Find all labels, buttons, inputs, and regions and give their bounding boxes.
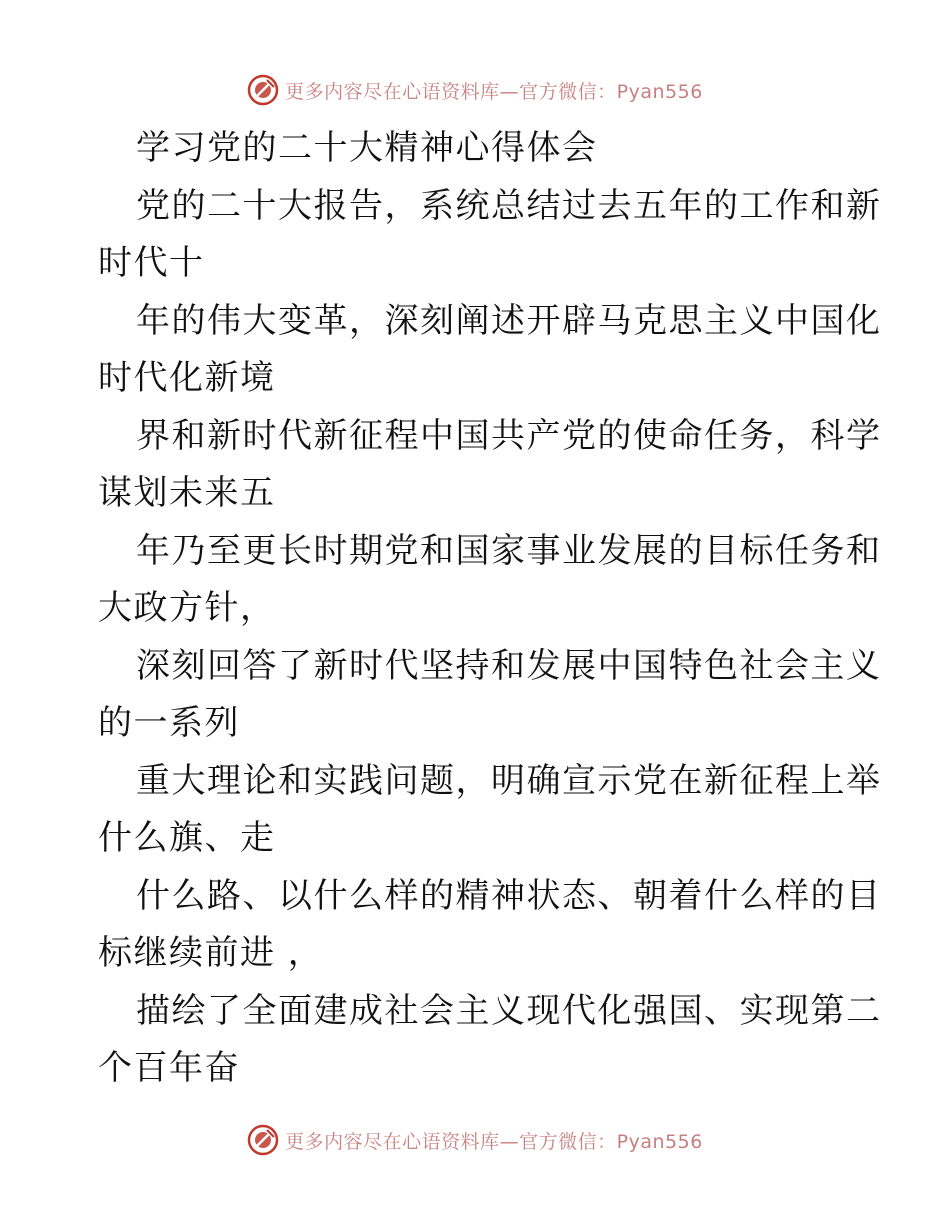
paragraph-line: 时代十 — [98, 243, 205, 283]
document-title: 学习党的二十大精神心得体会 — [136, 128, 598, 168]
paragraph-line: 什么路、以什么样的精神状态、朝着什么样的目 — [136, 875, 882, 916]
logo-icon — [247, 74, 279, 106]
paragraph-line: 党的二十大报告，系统总结过去五年的工作和新 — [136, 185, 882, 226]
paragraph-line: 标继续前进 ， — [98, 933, 324, 973]
paragraph-line: 深刻回答了新时代坚持和发展中国特色社会主义 — [136, 645, 882, 686]
paragraph-line: 描绘了全面建成社会主义现代化强国、实现第二 — [136, 990, 882, 1031]
footer-watermark-banner — [0, 1120, 950, 1160]
document-body — [98, 120, 882, 1098]
paragraph-line: 年的伟大变革，深刻阐述开辟马克思主义中国化 — [136, 300, 882, 341]
header-watermark-banner — [0, 70, 950, 110]
paragraph-line: 大政方针， — [98, 588, 276, 628]
paragraph-line: 界和新时代新征程中国共产党的使命任务，科学 — [136, 415, 882, 456]
paragraph-line: 什么旗、走 — [98, 818, 276, 858]
paragraph-line: 重大理论和实践问题，明确宣示党在新征程上举 — [136, 760, 882, 801]
watermark-text: 更多内容尽在心语资料库—官方微信：Pyan556 — [285, 80, 703, 103]
paragraph-line: 个百年奋 — [98, 1048, 240, 1088]
paragraph-line: 的一系列 — [98, 703, 240, 743]
paragraph-line: 谋划未来五 — [98, 473, 276, 513]
paragraph-line: 时代化新境 — [98, 358, 276, 398]
logo-icon — [247, 1124, 279, 1156]
paragraph-line: 年乃至更长时期党和国家事业发展的目标任务和 — [136, 530, 882, 571]
watermark-text: 更多内容尽在心语资料库—官方微信：Pyan556 — [285, 1130, 703, 1153]
